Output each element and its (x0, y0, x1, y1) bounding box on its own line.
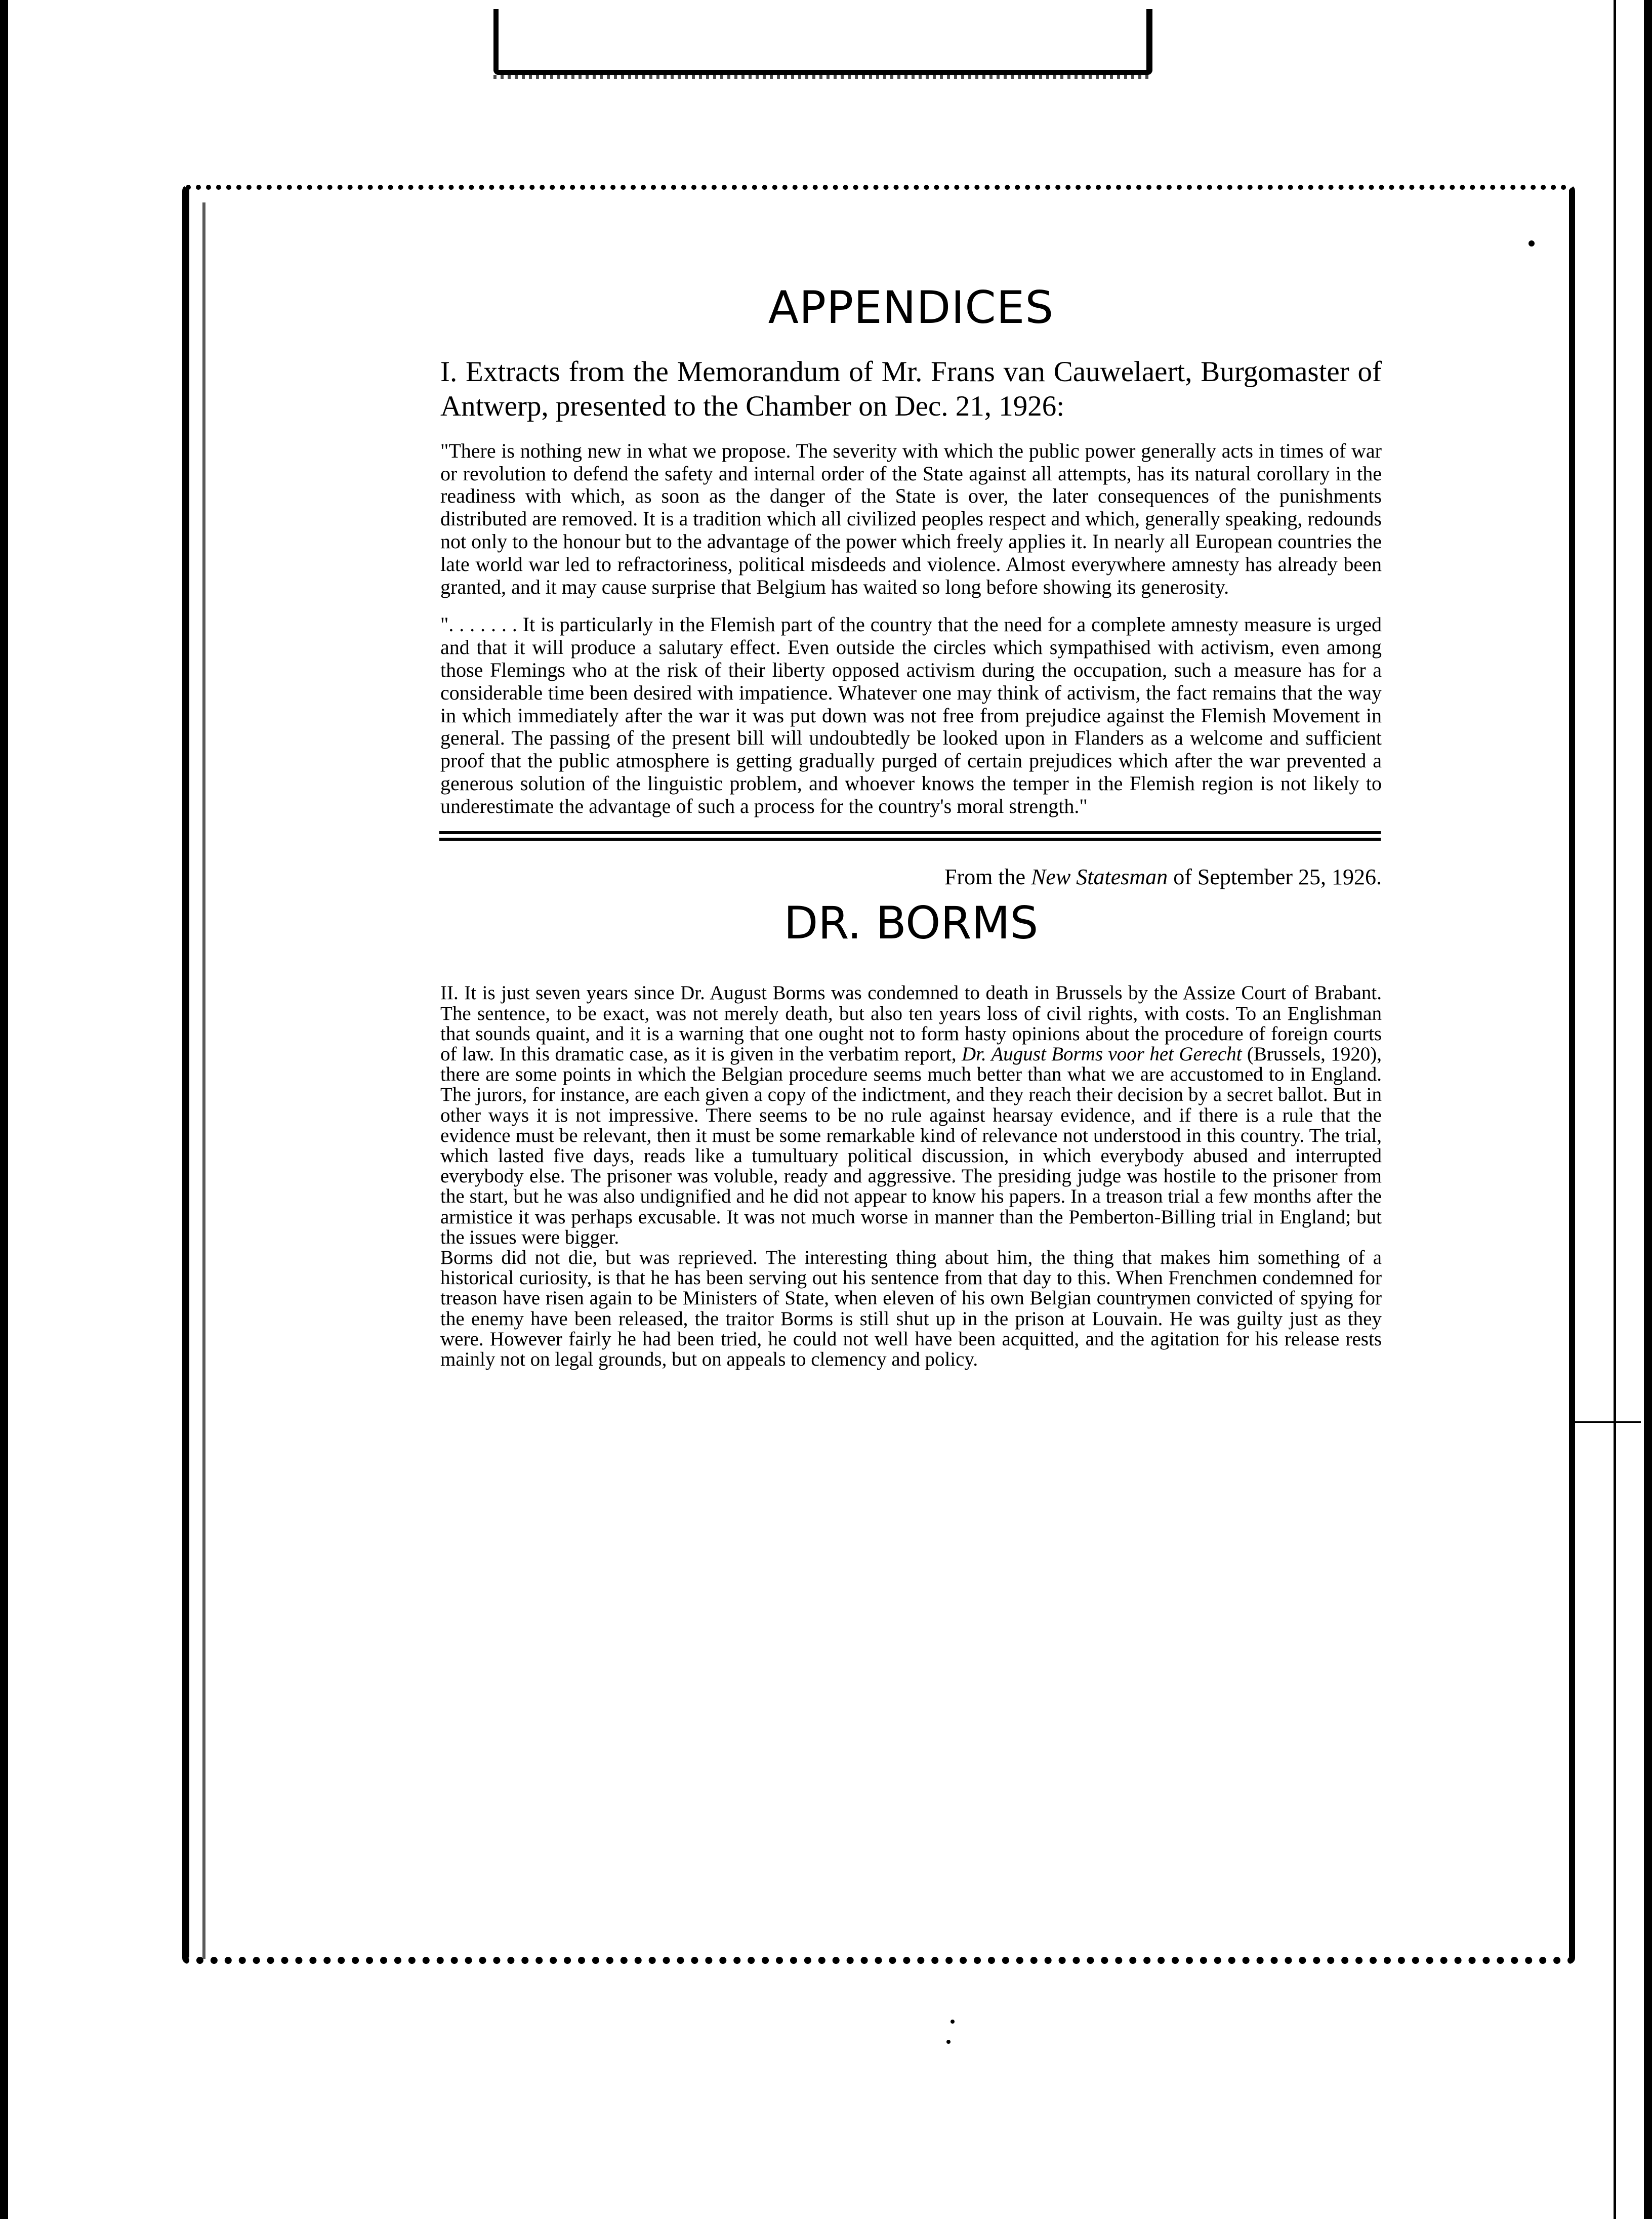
scan-dot (946, 2040, 951, 2044)
source-citation (440, 864, 1382, 890)
scan-dot (1529, 240, 1535, 246)
section-2-paragraph: Borms did not die, but was reprieved. The interesting thing about him, the thing that makes him something of a historical curiosity, is that he has been serving out his sentence from that day to this. When Frenchmen condemned for treason have risen again to be Ministers of State, when eleven of his own Belgian countrymen convicted of spying for the enemy have been released, the traitor Borms is still shut up in the prison at Louvain. He was guilty just as they were. However fairly he had been tried, he could not well have been acquitted, and the agitation for his release rests mainly not on legal grounds, but on appeals to clemency and policy. (440, 1246, 1382, 1370)
scan-border-left (0, 0, 8, 2219)
scan-border-right (1644, 0, 1652, 2219)
section-1-paragraph: ". . . . . . . It is particularly in the Flemish part of the country that the need for a complete amnesty measure is urged and that it will produce a salutary effect. Even outside the circles which sympathised with activism, even among those Flemings who at the risk of their liberty opposed activism during the occupation, such a measure has for a considerable time been desired with impatience. Whatever one may think of activism, the fact remains that the way in which immediately after the war it was put down was not free from prejudice against the Flemish Movement in general. The passing of the present bill will undoubtedly be looked upon in Flanders as a welcome and sufficient proof that the public atmosphere is getting gradually purged of certain prejudices which after the war prevented a generous solution of the linguistic problem, and whoever knows the temper in the Flemish region is not likely to underestimate the advantage of such a process for the country's moral strength." (440, 613, 1382, 817)
section-2-text-a: II. It is just seven years since Dr. August Borms was condemned to death in Brussels by the Assize Court of Brabant. The sentence, to be exact, was not merely death, but also ten years loss of civil rights, with costs. To an Englishman that sounds quaint, and it is a warning that one ought not to form hasty opinions about the procedure of foreign courts of law. In this dramatic case, as it is given in the verbatim report, (440, 982, 1382, 1065)
binder-tab (493, 9, 1152, 75)
source-publication: New Statesman (1031, 864, 1168, 889)
section-1-heading: I. Extracts from the Memorandum of Mr. Frans van Cauwelaert, Burgomaster of Antwerp, presented to the Chamber on Dec. 21, 1926: (440, 355, 1382, 422)
page-title: APPENDICES (768, 281, 1054, 334)
source-suffix: of September 25, 1926. (1168, 864, 1382, 889)
source-prefix: From the (944, 864, 1031, 889)
scan-dot (951, 2020, 955, 2024)
double-rule-divider (439, 831, 1381, 841)
section-2-title: DR. BORMS (783, 896, 1039, 949)
binder-tab-shadow (493, 75, 1151, 79)
section-2-text-b: (Brussels, 1920), there are some points in which the Belgian procedure seems much better than what we are accustomed to in England. The jurors, for instance, are each given a copy of the indictment, and they reach their decision by a secret ballot. But in other ways it is not impressive. There seems to be no rule against hearsay evidence, and if there is a rule that the evidence must be relevant, then it must be some remarkable kind of relevance not understood in this country. The trial, which lasted five days, reads like a tumultuary political discussion, in which everybody abused and interrupted everybody else. The prisoner was voluble, ready and aggressive. The presiding judge was hostile to the prisoner from the start, but he was also undignified and he did not appear to know his papers. In a treason trial a few months after the armistice it was perhaps excusable. It was not much worse in manner than the Pemberton-Billing trial in England; but the issues were bigger. (440, 1043, 1382, 1248)
book-title: Dr. August Borms voor het Gerecht (962, 1043, 1242, 1065)
scan-crease-line (1575, 1421, 1641, 1423)
page-content (440, 283, 1382, 1370)
page-frame-inner-line (202, 202, 205, 1959)
section-2-paragraph (440, 983, 1382, 1248)
scan-strip-right (1614, 0, 1644, 2219)
section-1-paragraph: "There is nothing new in what we propose. The severity with which the public power generally acts in times of war or revolution to defend the safety and internal order of the State against all attempts, has its natural corollary in the readiness with which, as soon as the danger of the State is over, the later consequences of the punishments distributed are removed. It is a tradition which all civilized peoples respect and which, generally speaking, redounds not only to the honour but to the advantage of the power which freely applies it. In nearly all European countries the late world war led to refractoriness, political misdeeds and violence. Almost everywhere amnesty has already been granted, and it may cause surprise that Belgium has waited so long before showing its generosity. (440, 439, 1382, 598)
